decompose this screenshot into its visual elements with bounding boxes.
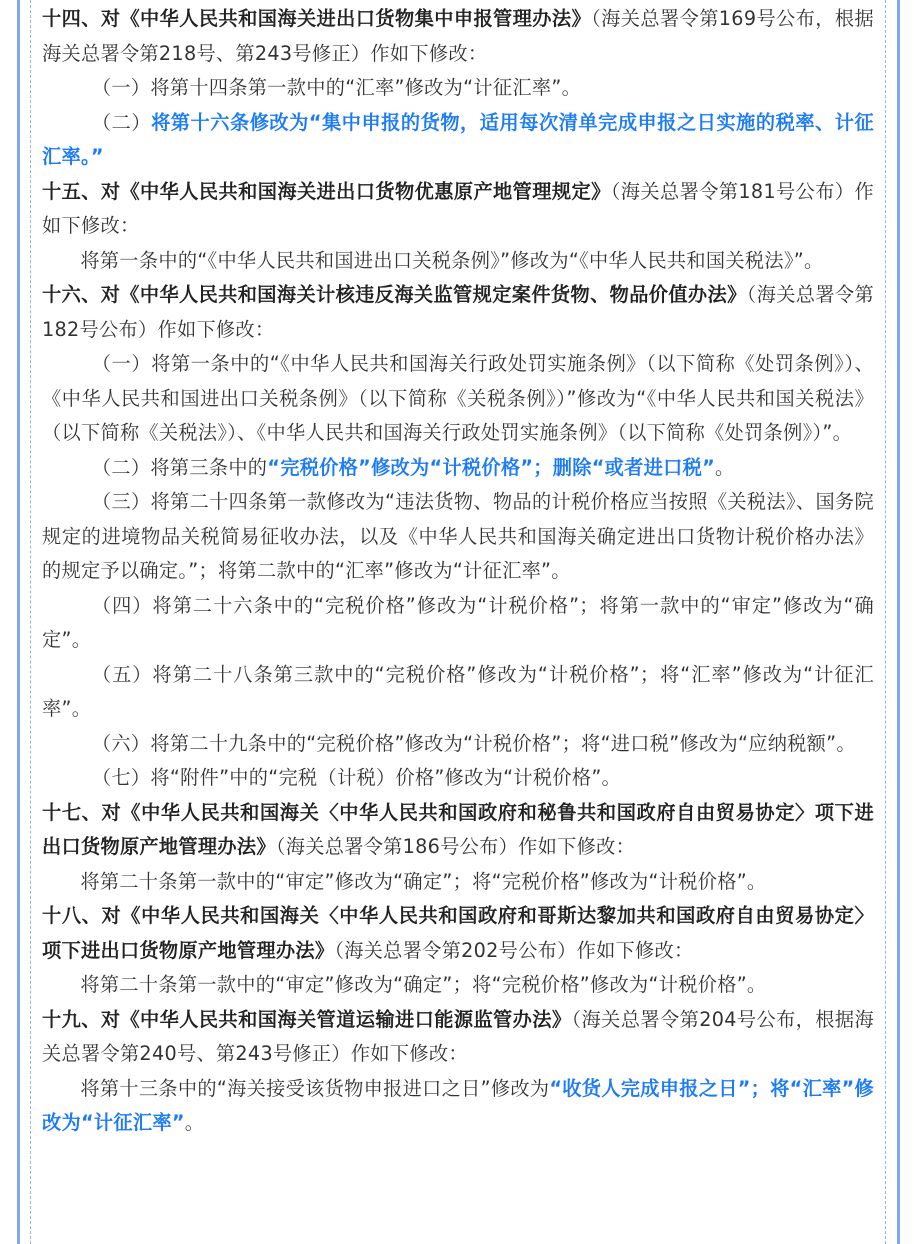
section-18-item-1	[42, 968, 874, 1003]
item-text: （七）将“附件”中的“完税（计税）价格”修改为“计税价格”。	[91, 766, 622, 789]
section-heading-tail: （海关总署令第182号公布）作如下修改：	[42, 283, 874, 341]
item-text: （一）将第一条中的“《中华人民共和国海关行政处罚实施条例》（以下简称《处罚条例》）、《中华人民共和国进出口关税条例》（以下简称《关税条例》）”修改为“《中华人民共和国关税法》（以下简称《关税法》）、《中华人民共和国海关行政处罚实施条例》（以下简称《处罚条例》）”。	[42, 352, 874, 444]
section-14-item-1	[42, 71, 874, 106]
section-heading-title: 十七、对《中华人民共和国海关〈中华人民共和国政府和秘鲁共和国政府自由贸易协定〉项下进出口货物原产地管理办法》	[42, 800, 874, 858]
section-14-item-2	[42, 106, 874, 175]
section-18-heading	[42, 899, 874, 968]
section-heading-title: 十六、对《中华人民共和国海关计核违反海关监管规定案件货物、物品价值办法》	[42, 283, 747, 306]
section-16-item-5	[42, 658, 874, 727]
item-prefix: 将第十三条中的“海关接受该货物申报进口之日”修改为	[80, 1076, 550, 1100]
item-text: （四）将第二十六条中的“完税价格”修改为“计税价格”；将第一款中的“审定”修改为“确定”。	[42, 593, 874, 651]
section-16-item-4	[42, 589, 874, 658]
item-text: （六）将第二十九条中的“完税价格”修改为“计税价格”；将“进口税”修改为“应纳税额”。	[91, 731, 856, 755]
section-15-item-1	[42, 244, 874, 279]
section-heading-title: 十八、对《中华人民共和国海关〈中华人民共和国政府和哥斯达黎加共和国政府自由贸易协定〉项下进出口货物原产地管理办法》	[42, 904, 874, 962]
section-16-heading	[42, 278, 874, 347]
article-body	[42, 2, 874, 1141]
left-accent-bar	[17, 0, 20, 1244]
right-accent-bar	[897, 0, 900, 1244]
highlighted-amendment: “收货人完成申报之日”；将“汇率”修改为“计征汇率”	[42, 1076, 874, 1134]
section-14-heading	[42, 2, 874, 71]
item-text: （三）将第二十四条第一款修改为“违法货物、物品的计税价格应当按照《关税法》、国务院规定的进境物品关税简易征收办法，以及《中华人民共和国海关确定进出口货物计税价格办法》的规定予以确定。”；将第二款中的“汇率”修改为“计征汇率”。	[42, 490, 874, 582]
item-text: 将第二十条第一款中的“审定”修改为“确定”；将“完税价格”修改为“计税价格”。	[80, 973, 767, 996]
section-16-item-3	[42, 485, 874, 589]
section-17-heading	[42, 796, 874, 865]
section-heading-tail: （海关总署令第202号公布）作如下修改：	[334, 938, 694, 962]
item-text: 将第一条中的“《中华人民共和国进出口关税条例》”修改为“《中华人民共和国关税法》”。	[80, 248, 824, 272]
section-heading-title: 十四、对《中华人民共和国海关进出口货物集中申报管理办法》	[42, 7, 592, 30]
item-suffix: 。	[184, 1111, 205, 1134]
section-16-item-6	[42, 727, 874, 762]
section-19-item-1	[42, 1072, 874, 1141]
item-text: （一）将第十四条第一款中的“汇率”修改为“计征汇率”。	[91, 76, 582, 99]
item-prefix: （二）将第三条中的	[91, 455, 268, 479]
highlighted-amendment: “完税价格”修改为“计税价格”；删除“或者进口税”	[267, 455, 716, 479]
item-suffix: 。	[715, 455, 735, 479]
section-16-item-2	[42, 451, 874, 486]
section-heading-title: 十五、对《中华人民共和国海关进出口货物优惠原产地管理规定》	[42, 179, 611, 203]
section-16-item-1	[42, 347, 874, 451]
item-text: （五）将第二十八条第三款中的“完税价格”修改为“计税价格”；将“汇率”修改为“计征汇率”。	[42, 662, 874, 720]
section-16-item-7	[42, 761, 874, 796]
section-15-heading	[42, 175, 874, 244]
section-heading-tail: （海关总署令第186号公布）作如下修改：	[275, 835, 636, 858]
left-dashed-border	[30, 0, 31, 1244]
item-text: 将第二十条第一款中的“审定”修改为“确定”；将“完税价格”修改为“计税价格”。	[80, 869, 767, 893]
right-dashed-border	[885, 0, 886, 1244]
section-heading-title: 十九、对《中华人民共和国海关管道运输进口能源监管办法》	[42, 1007, 572, 1031]
section-19-heading	[42, 1003, 874, 1072]
highlighted-amendment: 将第十六条修改为“集中申报的货物，适用每次清单完成申报之日实施的税率、计征汇率。”	[42, 110, 874, 168]
section-heading-tail: （海关总署令第169号公布，根据海关总署令第218号、第243号修正）作如下修改：	[42, 7, 874, 65]
item-prefix: （二）	[91, 110, 152, 134]
section-heading-tail: （海关总署令第204号公布，根据海关总署令第240号、第243号修正）作如下修改：	[42, 1007, 874, 1065]
section-heading-tail: （海关总署令第181号公布）作如下修改：	[42, 179, 874, 237]
section-17-item-1	[42, 865, 874, 900]
